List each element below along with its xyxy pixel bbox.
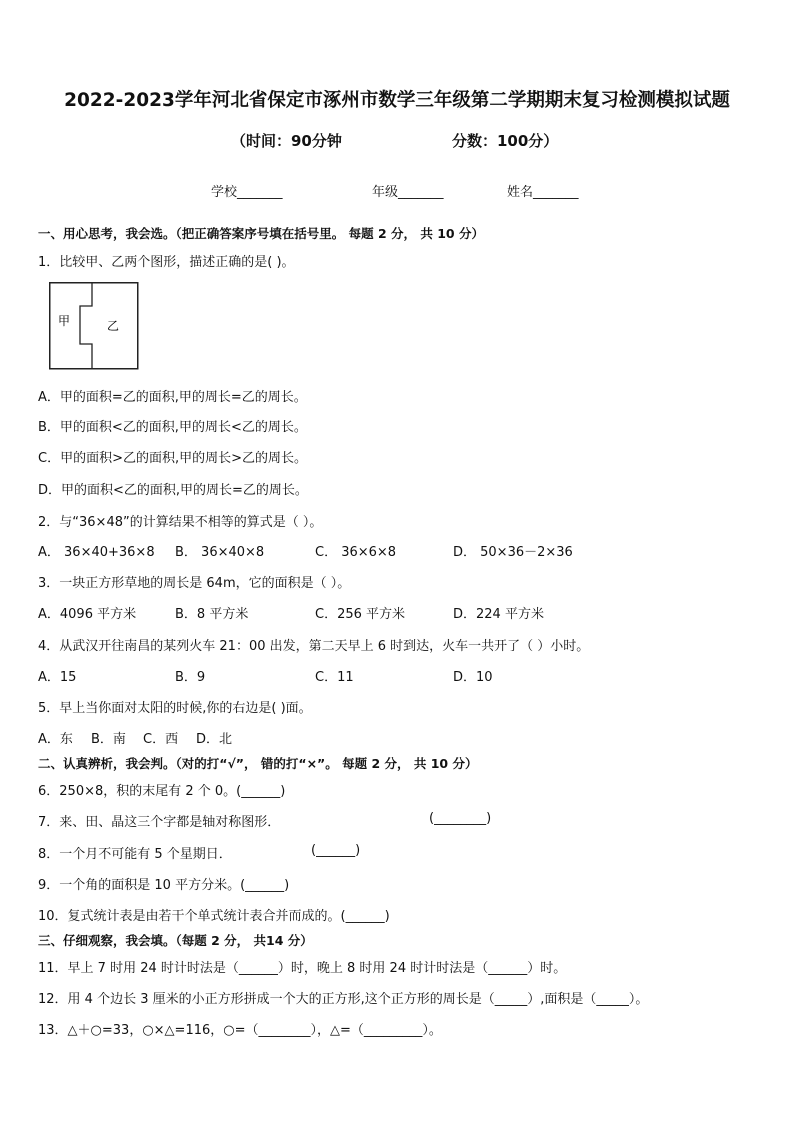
q1-option-b: B．甲的面积<乙的面积,甲的周长<乙的周长。 — [38, 420, 307, 435]
q5-option-c: C．西 — [143, 732, 179, 747]
q1-option-c: C．甲的面积>乙的面积,甲的周长>乙的周长。 — [38, 451, 307, 466]
page-title: 2022-2023学年河北省保定市涿州市数学三年级第二学期期末复习检测模拟试题 — [64, 90, 730, 111]
q4-option-b: B．9 — [175, 670, 206, 685]
jia-label: 甲 — [58, 314, 71, 328]
q4-option-c: C．11 — [315, 670, 354, 685]
q8-answer-blank: (______) — [311, 843, 361, 858]
q2-option-d: D． 50×36－2×36 — [453, 545, 573, 560]
question-8: 8．一个月不可能有 5 个星期日． — [38, 847, 232, 862]
jia-yi-diagram — [49, 282, 141, 370]
q4-option-d: D．10 — [453, 670, 493, 685]
q2-option-a: A． 36×40+36×8 — [38, 545, 155, 560]
grade-field: 年级_______ — [372, 185, 444, 200]
question-12: 12．用 4 个边长 3 厘米的小正方形拼成一个大的正方形,这个正方形的周长是（_____）,面积是（_____）。 — [38, 992, 649, 1007]
q1-option-a: A．甲的面积=乙的面积,甲的周长=乙的周长。 — [38, 390, 307, 405]
q1-option-d: D．甲的面积<乙的面积,甲的周长=乙的周长。 — [38, 483, 308, 498]
question-13: 13．△＋○=33，○×△=116，○=（________），△=（_________）。 — [38, 1023, 442, 1038]
yi-label: 乙 — [107, 319, 120, 333]
question-7: 7．来、田、晶这三个字都是轴对称图形． — [38, 815, 281, 830]
question-9: 9．一个角的面积是 10 平方分米。(______) — [38, 878, 290, 893]
q5-option-d: D．北 — [196, 732, 233, 747]
question-10: 10．复式统计表是由若干个单式统计表合并而成的。(______) — [38, 909, 390, 924]
question-5: 5．早上当你面对太阳的时候,你的右边是( )面。 — [38, 701, 312, 716]
question-2: 2．与“36×48”的计算结果不相等的算式是（ ）。 — [38, 515, 323, 530]
q2-option-b: B． 36×40×8 — [175, 545, 265, 560]
q5-option-a: A．东 — [38, 732, 73, 747]
question-1: 1．比较甲、乙两个图形，描述正确的是( )。 — [38, 255, 295, 270]
divider-line — [80, 283, 92, 369]
shape-figure — [49, 282, 141, 374]
exam-time: （时间：90分钟 — [231, 132, 342, 150]
q5-option-b: B．南 — [91, 732, 126, 747]
question-3: 3．一块正方形草地的周长是 64m，它的面积是（ ）。 — [38, 576, 351, 591]
school-field: 学校_______ — [211, 185, 283, 200]
q3-option-c: C．256 平方米 — [315, 607, 406, 622]
name-field: 姓名_______ — [507, 185, 579, 200]
q3-option-a: A．4096 平方米 — [38, 607, 137, 622]
section-1-heading: 一、用心思考，我会选。（把正确答案序号填在括号里。 每题 2 分， 共 10 分） — [38, 226, 484, 241]
q3-option-d: D．224 平方米 — [453, 607, 544, 622]
q3-option-b: B．8 平方米 — [175, 607, 249, 622]
section-2-heading: 二、认真辨析，我会判。（对的打“√”， 错的打“×”。 每题 2 分， 共 10 分） — [38, 756, 478, 771]
q4-option-a: A．15 — [38, 670, 77, 685]
exam-score: 分数：100分） — [452, 132, 559, 150]
question-11: 11．早上 7 时用 24 时计时法是（______）时，晚上 8 时用 24 时计时法是（______）时。 — [38, 961, 567, 976]
section-3-heading: 三、仔细观察，我会填。（每题 2 分， 共14 分） — [38, 933, 313, 948]
q2-option-c: C． 36×6×8 — [315, 545, 397, 560]
question-4: 4．从武汉开往南昌的某列火车 21：00 出发，第二天早上 6 时到达，火车一共开了（ ）小时。 — [38, 639, 590, 654]
question-6: 6．250×8，积的末尾有 2 个 0。(______) — [38, 784, 286, 799]
q7-answer-blank: (________) — [429, 811, 492, 826]
